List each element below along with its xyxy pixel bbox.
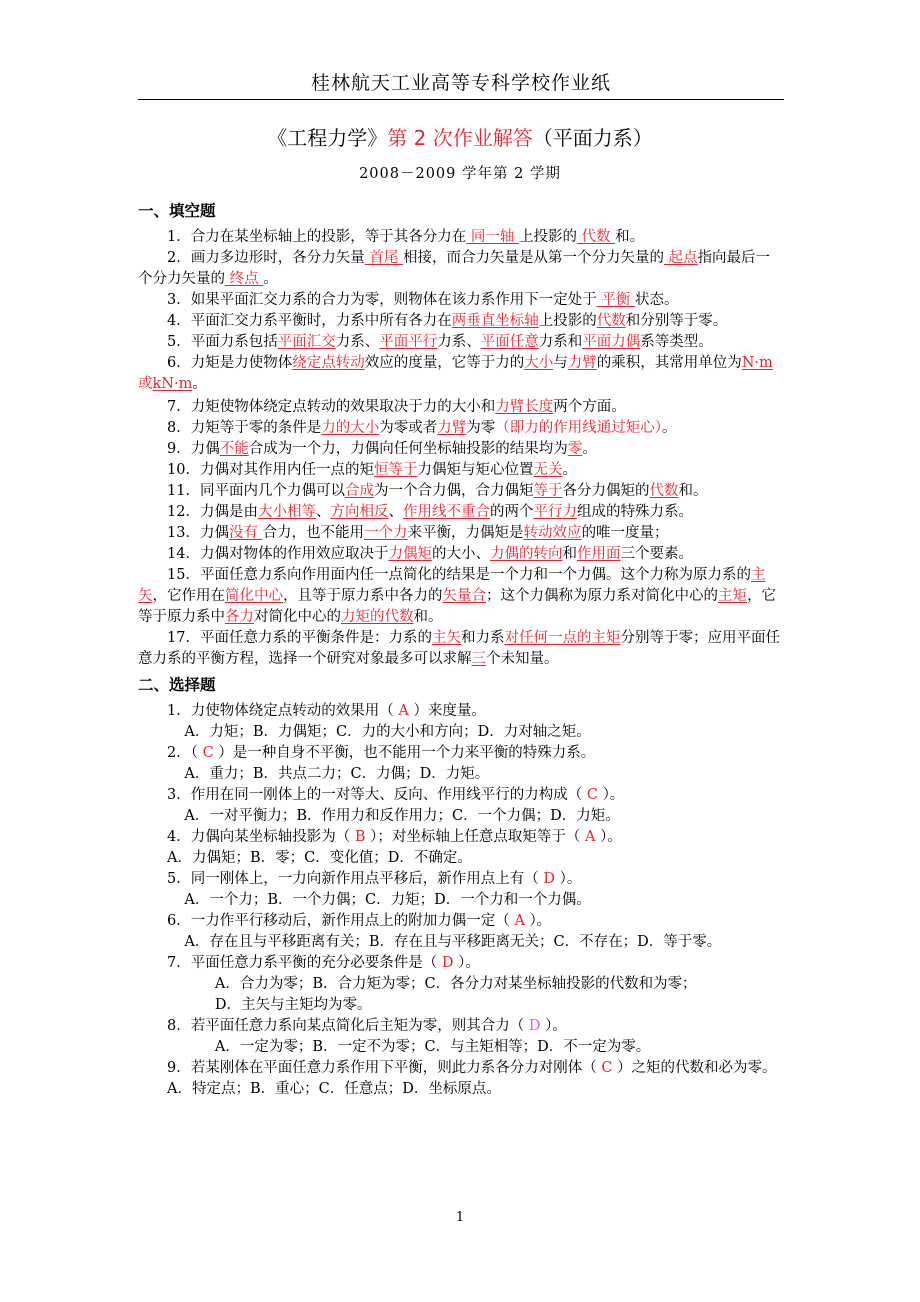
choice-options-1: A．力矩；B．力偶矩；C．力的大小和方向；D．力对轴之矩。: [184, 724, 591, 740]
fill-question-6: 6．力矩是力使物体绕定点转动效应的度量，它等于力的大小与力臂的乘积，其常用单位为N·m或kN·m。: [138, 355, 773, 392]
fill-question-14: 14．力偶对物体的作用效应取决于力偶矩的大小、力偶的转向和作用面三个要素。: [167, 546, 693, 562]
fill-question-5: 5．平面力系包括平面汇交力系、平面平行力系、平面任意力系和平面力偶系等类型。: [167, 334, 713, 350]
choice-question-8: 8．若平面任意力系向某点简化后主矩为零，则其合力（ D ）。: [167, 1018, 567, 1034]
choice-question-4: 4．力偶向某坐标轴投影为（ B ）；对坐标轴上任意点取矩等于（ A ）。: [167, 829, 622, 845]
choice-options-8: A．一定为零；B．一定不为零；C．与主矩相等；D．不一定为零。: [214, 1039, 651, 1055]
fill-question-2: 2．画力多边形时，各分力矢量 首尾 相接，而合力矢量是从第一个分力矢量的 起点指向最后一个分力矢量的 终点 。: [138, 250, 771, 287]
section-fill-blank: 一、填空题: [138, 202, 216, 220]
document-subtitle: 2008－2009 学年第 2 学期: [359, 166, 561, 182]
fill-question-10: 10．力偶对其作用内任一点的矩恒等于力偶矩与矩心位置无关。: [167, 462, 577, 478]
choice-question-1: 1．力使物体绕定点转动的效果用（ A ）来度量。: [167, 703, 486, 719]
fill-question-1: 1．合力在某坐标轴上的投影，等于其各分力在 同一轴 上投影的 代数 和。: [167, 229, 645, 245]
title-course: 《工程力学》: [267, 126, 388, 150]
choice-question-9: 9．若某刚体在平面任意力系作用下平衡，则此力系各分力对刚体（ C ）之矩的代数和必为零。: [167, 1060, 777, 1076]
fill-question-13: 13．力偶没有 合力，也不能用一个力来平衡，力偶矩是转动效应的唯一度量；: [167, 525, 669, 541]
choice-options-6: A．存在且与平移距离有关；B．存在且与平移距离无关；C．不存在；D．等于零。: [184, 934, 722, 950]
choice-options-7: A．合力为零；B．合力矩为零；C．各分力对某坐标轴投影的代数和为零；: [214, 976, 697, 992]
fill-question-17: 17．平面任意力系的平衡条件是：力系的主矢和力系对任何一点的主矩分别等于零；应用平面任意力系的平衡方程，选择一个研究对象最多可以求解三个未知量。: [138, 630, 780, 667]
choice-question-6: 6．一力作平行移动后，新作用点上的附加力偶一定（ A ）。: [167, 913, 552, 929]
title-topic: （平面力系）: [532, 126, 653, 150]
document-body: [138, 196, 784, 1100]
page-header: 桂林航天工业高等专科学校作业纸: [138, 68, 784, 100]
choice-options-7b: D．主矢与主矩均为零。: [214, 997, 372, 1013]
section-multiple-choice: 二、选择题: [138, 676, 216, 694]
fill-question-11: 11．同平面内几个力偶可以合成为一个合力偶，合力偶矩等于各分力偶矩的代数和。: [167, 483, 708, 499]
fill-question-15: 15．平面任意力系向作用面内任一点简化的结果是一个力和一个力偶。这个力称为原力系的主矢，它作用在简化中心，且等于原力系中各力的矢量合；这个力偶称为原力系对简化中心的主矩，它等于原力系中各力对简化中心的力矩的代数和。: [138, 567, 776, 625]
choice-options-4: A．力偶矩；B．零；C．变化值；D．不确定。: [167, 850, 472, 866]
fill-question-4: 4．平面汇交力系平衡时，力系中所有各力在两垂直坐标轴上投影的代数和分别等于零。: [167, 313, 728, 329]
choice-options-3: A．一对平衡力；B．作用力和反作用力；C．一个力偶；D．力矩。: [184, 808, 620, 824]
choice-options-9: A．特定点；B．重心；C．任意点；D．坐标原点。: [167, 1081, 501, 1097]
choice-question-3: 3．作用在同一刚体上的一对等大、反向、作用线平行的力构成（ C ）。: [167, 787, 625, 803]
choice-question-7: 7．平面任意力系平衡的充分必要条件是（ D ）。: [167, 955, 480, 971]
page-number: 1: [455, 1210, 465, 1225]
fill-question-9: 9．力偶不能合成为一个力，力偶向任何坐标轴投影的结果均为零。: [167, 441, 597, 457]
choice-question-5: 5．同一刚体上，一力向新作用点平移后，新作用点上有（ D ）。: [167, 871, 582, 887]
fill-question-8: 8．力矩等于零的条件是力的大小为零或者力臂为零（即力的作用线通过矩心）。: [167, 420, 677, 436]
title-assignment: 第 2 次作业解答: [387, 126, 533, 150]
choice-question-2: 2．（ C ）是一种自身不平衡，也不能用一个力来平衡的特殊力系。: [167, 745, 596, 761]
choice-options-2: A．重力；B．共点二力；C．力偶；D．力矩。: [184, 766, 490, 782]
fill-question-3: 3．如果平面汇交力系的合力为零，则物体在该力系作用下一定处于 平衡 状态。: [167, 292, 679, 308]
fill-question-7: 7．力矩使物体绕定点转动的效果取决于力的大小和力臂长度两个方面。: [167, 399, 626, 415]
choice-options-5: A．一个力；B．一个力偶；C．力矩；D．一个力和一个力偶。: [184, 892, 591, 908]
fill-question-12: 12．力偶是由大小相等、方向相反、作用线不重合的两个平行力组成的特殊力系。: [167, 504, 693, 520]
document-title: [0, 122, 920, 151]
